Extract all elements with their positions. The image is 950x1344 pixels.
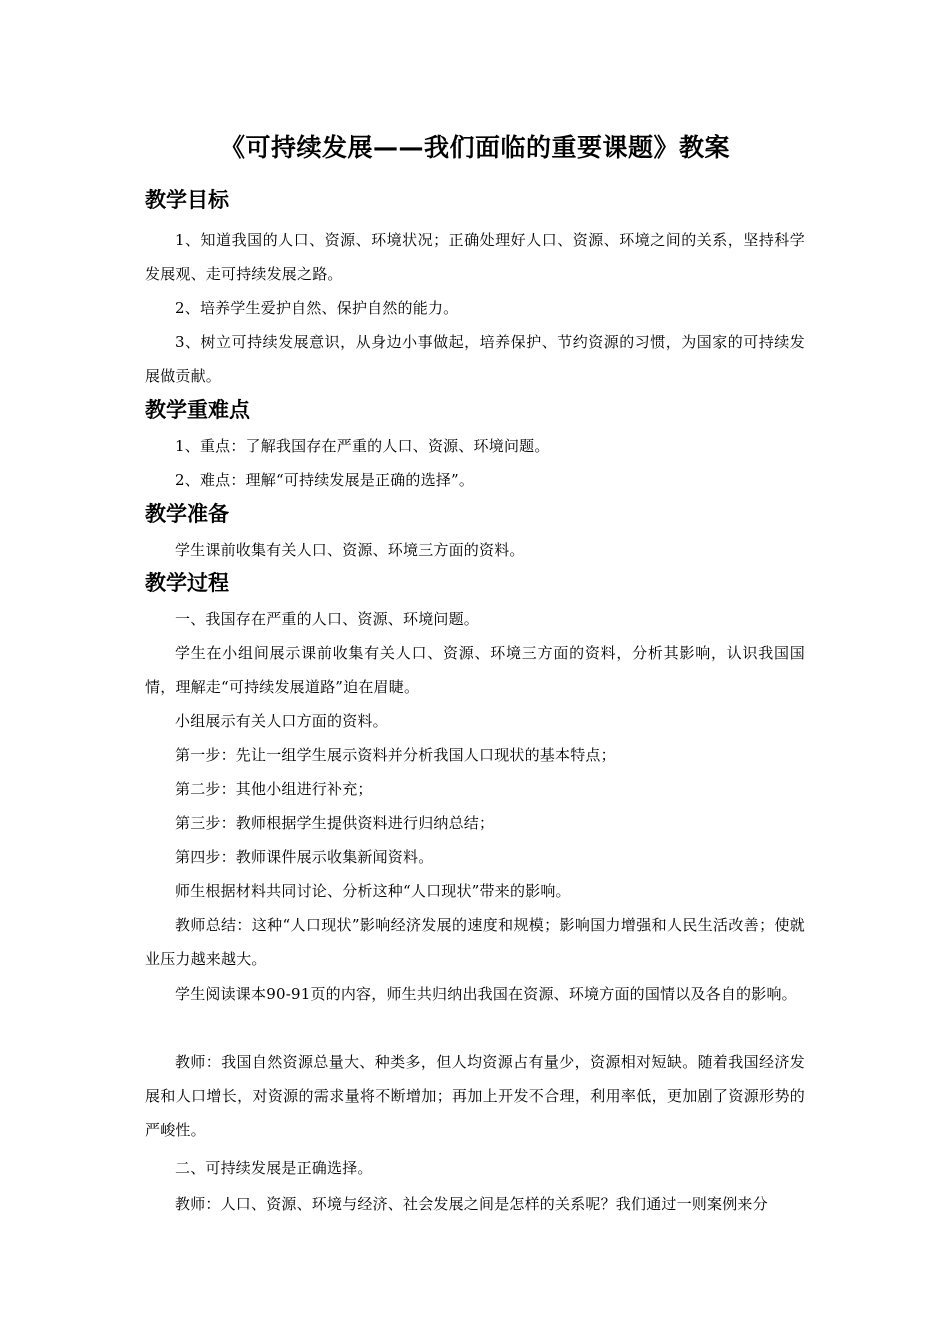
section-heading-objectives: 教学目标: [145, 188, 229, 212]
paragraph: 二、可持续发展是正确选择。: [175, 1159, 373, 1177]
paragraph: 第三步：教师根据学生提供资料进行归纳总结；: [175, 814, 495, 832]
section-heading-key-points: 教学重难点: [145, 398, 250, 422]
paragraph: 师生根据材料共同讨论、分析这种“人口现状”带来的影响。: [175, 882, 571, 900]
paragraph: 1、重点：了解我国存在严重的人口、资源、环境问题。: [175, 437, 550, 455]
paragraph: 小组展示有关人口方面的资料。: [175, 712, 388, 730]
paragraph: 第一步：先让一组学生展示资料并分析我国人口现状的基本特点；: [175, 746, 616, 764]
paragraph: 教师：人口、资源、环境与经济、社会发展之间是怎样的关系呢？我们通过一则案例来分: [175, 1195, 768, 1213]
paragraph: 学生在小组间展示课前收集有关人口、资源、环境三方面的资料，分析其影响，认识我国国情，理解走“可持续发展道路”迫在眉睫。: [145, 644, 805, 696]
section-heading-process: 教学过程: [145, 571, 229, 595]
paragraph: 第二步：其他小组进行补充；: [175, 780, 373, 798]
paragraph: 学生阅读课本90-91页的内容，师生共归纳出我国在资源、环境方面的国情以及各自的影响。: [175, 985, 797, 1003]
paragraph: 教师：我国自然资源总量大、种类多，但人均资源占有量少，资源相对短缺。随着我国经济发展和人口增长，对资源的需求量将不断增加；再加上开发不合理，利用率低，更加剧了资源形势的严峻性。: [145, 1053, 805, 1139]
paragraph: 2、难点：理解“可持续发展是正确的选择”。: [175, 471, 475, 489]
paragraph: 3、树立可持续发展意识，从身边小事做起，培养保护、节约资源的习惯，为国家的可持续发展做贡献。: [145, 333, 805, 385]
document-title: 《可持续发展——我们面临的重要课题》教案: [219, 133, 730, 162]
paragraph: 学生课前收集有关人口、资源、环境三方面的资料。: [175, 541, 525, 559]
paragraph: 教师总结：这种“人口现状”影响经济发展的速度和规模；影响国力增强和人民生活改善；使就业压力越来越大。: [145, 916, 805, 968]
paragraph: 一、我国存在严重的人口、资源、环境问题。: [175, 610, 480, 628]
paragraph: 2、培养学生爱护自然、保护自然的能力。: [175, 299, 459, 317]
section-heading-preparation: 教学准备: [145, 502, 229, 526]
paragraph: 第四步：教师课件展示收集新闻资料。: [175, 848, 434, 866]
paragraph: 1、知道我国的人口、资源、环境状况；正确处理好人口、资源、环境之间的关系，坚持科学发展观、走可持续发展之路。: [145, 231, 805, 283]
